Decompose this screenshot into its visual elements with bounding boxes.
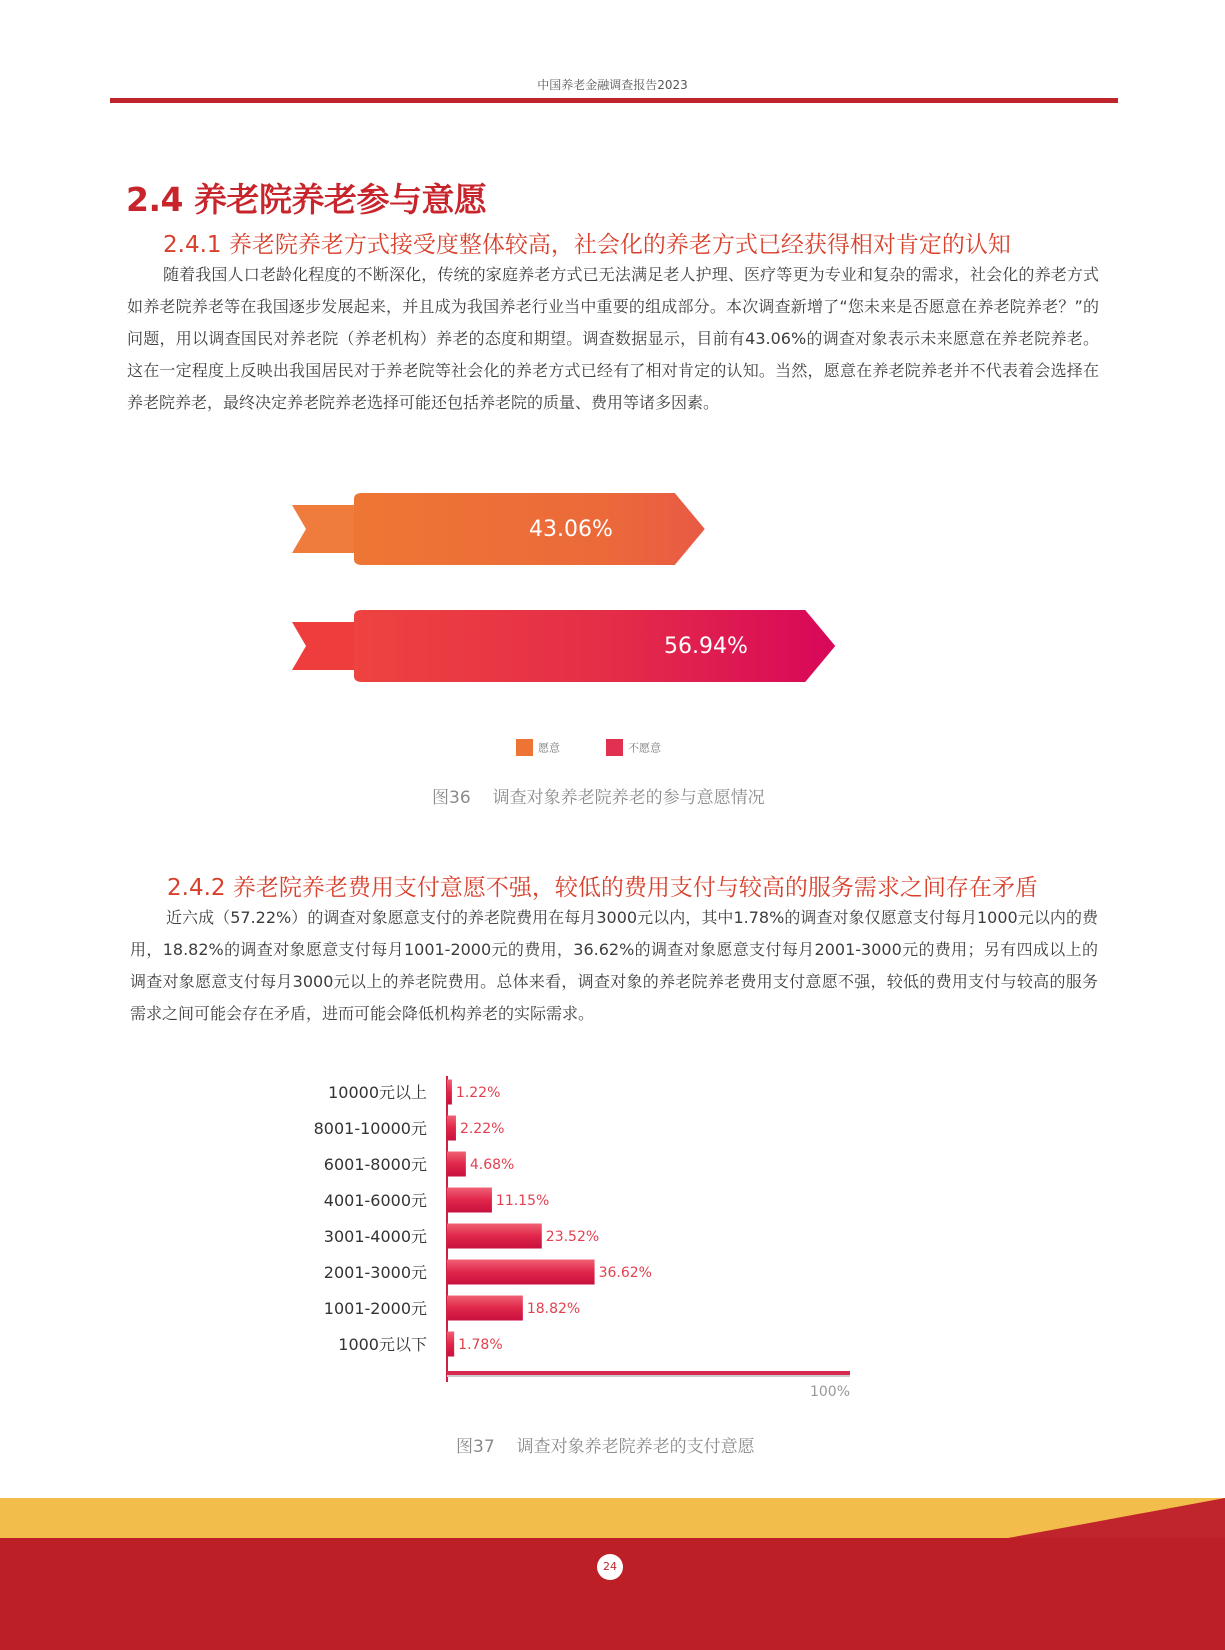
category-label-7: 1000元以下 [338, 1335, 427, 1354]
value-label-5: 36.62% [598, 1265, 652, 1281]
category-label-1: 8001-10000元 [313, 1119, 427, 1138]
bar-2 [447, 1152, 466, 1177]
value-label-6: 18.82% [526, 1301, 581, 1317]
bar-3 [447, 1188, 492, 1213]
report-header-title: 中国养老金融调查报告2023 [537, 78, 688, 92]
category-label-6: 1001-2000元 [323, 1299, 427, 1318]
figure-36-text: 调查对象养老院养老的参与意愿情况 [492, 788, 765, 808]
category-label-4: 3001-4000元 [323, 1227, 427, 1246]
bar-1 [447, 1116, 456, 1141]
figure-37-text: 调查对象养老院养老的支付意愿 [516, 1437, 755, 1457]
figure-37-caption [456, 1432, 755, 1457]
page-number: 24 [597, 1554, 623, 1580]
figure-36-number: 图36 [432, 788, 471, 808]
ribbon-value-label-unwilling: 56.94% [664, 634, 748, 659]
subsection-title-2-4-1: 2.4.1 养老院养老方式接受度整体较高，社会化的养老方式已经获得相对肯定的认知 [163, 232, 1011, 258]
value-label-7: 1.78% [458, 1337, 503, 1353]
ribbon-value-label-willing: 43.06% [529, 517, 613, 542]
value-label-3: 11.15% [495, 1193, 550, 1209]
paragraph-2-4-2: 近六成（57.22%）的调查对象愿意支付的养老院费用在每月3000元以内，其中1.78%的调查对象仅愿意支付每月1000元以内的费用，18.82%的调查对象愿意支付每月1001-2000元的费用，36.62%的调查对象愿意支付每月2001-3000元的费用；另有四成以上的调查对象愿意支付每月3000元以上的养老院费用。总体来看，调查对象的养老院养老费用支付意愿不强，较低的费用支付与较高的服务需求之间可能会存在矛盾，进而可能会降低机构养老的实际需求。 [130, 908, 1098, 1023]
x-axis-shadow [447, 1375, 850, 1377]
legend-label-unwilling: 不愿意 [628, 741, 661, 755]
x-axis-baseline [447, 1371, 850, 1375]
bar-5 [447, 1260, 595, 1285]
value-label-2: 4.68% [469, 1157, 515, 1173]
bar-6 [447, 1296, 523, 1321]
paragraph-2-4-1: 随着我国人口老龄化程度的不断深化，传统的家庭养老方式已无法满足老人护理、医疗等更为专业和复杂的需求，社会化的养老方式如养老院养老等在我国逐步发展起来，并且成为我国养老行业当中重要的组成部分。本次调查新增了“您未来是否愿意在养老院养老？”的问题，用以调查国民对养老院（养老机构）养老的态度和期望。调查数据显示，目前有43.06%的调查对象表示未来愿意在养老院养老。这在一定程度上反映出我国居民对于养老院等社会化的养老方式已经有了相对肯定的认知。当然，愿意在养老院养老并不代表着会选择在养老院养老，最终决定养老院养老选择可能还包括养老院的质量、费用等诸多因素。 [127, 265, 1099, 412]
section-title: 2.4 养老院养老参与意愿 [126, 180, 487, 219]
legend-label-willing: 愿意 [538, 741, 560, 755]
bar-4 [447, 1224, 542, 1249]
subsection-title-2-4-2: 2.4.2 养老院养老费用支付意愿不强，较低的费用支付与较高的服务需求之间存在矛盾 [167, 875, 1038, 901]
bar-0 [447, 1080, 452, 1105]
value-label-4: 23.52% [545, 1229, 600, 1245]
category-label-3: 4001-6000元 [323, 1191, 427, 1210]
category-label-2: 6001-8000元 [323, 1155, 427, 1174]
category-label-5: 2001-3000元 [323, 1263, 427, 1282]
value-label-0: 1.22% [455, 1085, 501, 1101]
value-label-1: 2.22% [459, 1121, 505, 1137]
x-axis-max-label: 100% [809, 1384, 850, 1400]
category-label-0: 10000元以上 [328, 1083, 427, 1102]
figure-37-number: 图37 [456, 1437, 495, 1457]
bar-7 [447, 1332, 454, 1357]
